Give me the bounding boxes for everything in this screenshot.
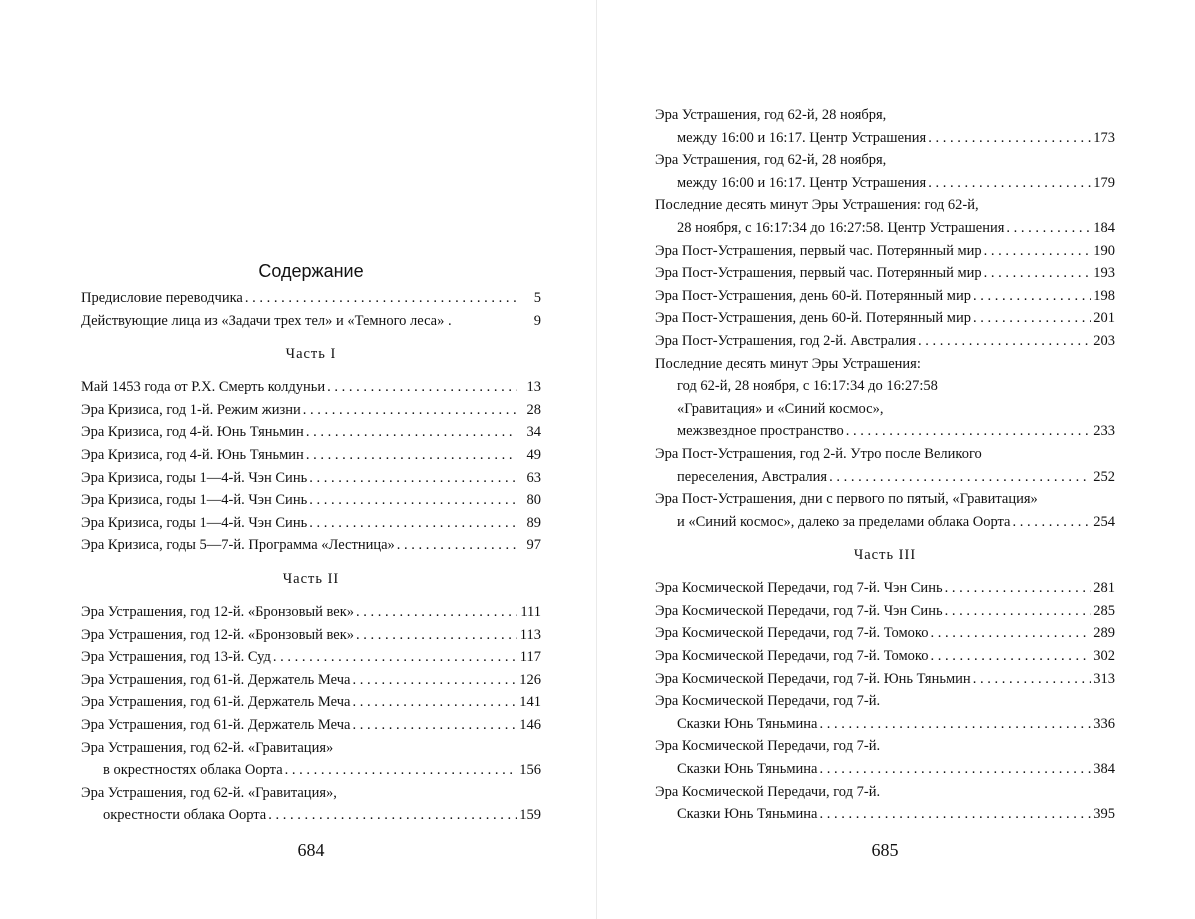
toc-heading: Содержание <box>258 261 364 281</box>
toc-entry[interactable]: Предисловие переводчика . . . 5 <box>81 287 541 310</box>
toc-entry[interactable]: Эра Космической Передачи, год 7-й. Томоко . . . 289 <box>655 622 1115 645</box>
toc-entry[interactable]: Эра Кризиса, годы 5—7-й. Программа «Лестница» . . . 97 <box>81 534 541 557</box>
toc-entry[interactable]: Эра Устрашения, год 62-й. «Гравитация», окрестности облака Оорта . . . 159 <box>81 782 541 827</box>
page-ref: 13 <box>526 379 541 396</box>
toc-entry[interactable]: Эра Космической Передачи, год 7-й. Юнь Тяньмин . . . 313 <box>655 668 1115 691</box>
page-ref: 173 <box>1093 129 1115 146</box>
page-ref: 201 <box>1093 310 1115 327</box>
page-ref: 9 <box>533 312 541 329</box>
toc-entry[interactable]: Эра Космической Передачи, год 7-й. Чэн Синь . . . 281 <box>655 577 1115 600</box>
toc-entry[interactable]: Последние десять минут Эры Устрашения: год 62-й, 28 ноября, с 16:17:34 до 16:27:58. Центр Устрашения . . . 184 <box>655 194 1115 239</box>
toc-entry[interactable]: Эра Космической Передачи, год 7-й. Сказки Юнь Тяньмина . . . 336 <box>655 690 1115 735</box>
page-number: 685 <box>871 840 899 860</box>
page-ref: 97 <box>526 537 541 554</box>
toc-entry[interactable]: Эра Пост-Устрашения, день 60-й. Потерянный мир . . . 198 <box>655 285 1115 308</box>
toc-entry[interactable]: Эра Устрашения, год 62-й. «Гравитация» в окрестностях облака Оорта . . . 156 <box>81 737 541 782</box>
toc-entry[interactable]: Последние десять минут Эры Устрашения: год 62-й, 28 ноября, с 16:17:34 до 16:27:58 «Гравитация» и «Синий космос», межзвездное пространство . . . 233 <box>655 353 1115 443</box>
page-ref: 146 <box>519 716 541 733</box>
part-title: Часть I <box>285 346 337 363</box>
page-ref: 179 <box>1093 174 1115 191</box>
part-title: Часть II <box>282 570 340 587</box>
toc-entry[interactable]: Эра Космической Передачи, год 7-й. Сказки Юнь Тяньмина . . . 384 <box>655 735 1115 780</box>
toc-entry[interactable]: Эра Пост-Устрашения, день 60-й. Потерянный мир . . . 201 <box>655 307 1115 330</box>
toc-entry[interactable]: Эра Устрашения, год 61-й. Держатель Меча . . . 146 <box>81 714 541 737</box>
page-ref: 203 <box>1093 332 1115 349</box>
toc-entry[interactable]: Эра Пост-Устрашения, первый час. Потерянный мир . . . 190 <box>655 240 1115 263</box>
toc-entry[interactable]: Эра Устрашения, год 61-й. Держатель Меча . . . 126 <box>81 669 541 692</box>
page-ref: 233 <box>1093 423 1115 440</box>
toc-entry[interactable]: Эра Кризиса, год 4-й. Юнь Тяньмин . . . 34 <box>81 421 541 444</box>
page-ref: 336 <box>1093 715 1115 732</box>
page-ref: 302 <box>1093 648 1115 665</box>
page-ref: 63 <box>526 469 541 486</box>
page-ref: 34 <box>526 424 541 441</box>
toc-entry[interactable]: Эра Устрашения, год 13-й. Суд . . . 117 <box>81 646 541 669</box>
page-ref: 190 <box>1093 242 1115 259</box>
toc-entry[interactable]: Эра Устрашения, год 61-й. Держатель Меча . . . 141 <box>81 691 541 714</box>
part-title: Часть III <box>853 547 917 564</box>
page-ref: 281 <box>1093 580 1115 597</box>
page-ref: 252 <box>1093 468 1115 485</box>
toc-entry[interactable]: Эра Кризиса, год 4-й. Юнь Тяньмин . . . 49 <box>81 444 541 467</box>
page-ref: 254 <box>1093 513 1115 530</box>
page-ref: 184 <box>1093 219 1115 236</box>
toc-entry[interactable]: Эра Устрашения, год 12-й. «Бронзовый век» . . . 113 <box>81 624 541 647</box>
toc-entry[interactable]: Май 1453 года от Р.Х. Смерть колдуньи . . . 13 <box>81 376 541 399</box>
page-ref: 141 <box>519 694 541 711</box>
page-ref: 384 <box>1093 761 1115 778</box>
toc-entry[interactable]: Эра Пост-Устрашения, год 2-й. Утро после Великого переселения, Австралия . . . 252 <box>655 443 1115 488</box>
toc-entry[interactable]: Эра Космической Передачи, год 7-й. Сказки Юнь Тяньмина . . . 395 <box>655 781 1115 826</box>
toc-part3 <box>655 577 1115 826</box>
left-toc-column <box>81 258 541 827</box>
toc-entry[interactable]: Эра Пост-Устрашения, год 2-й. Австралия . . . 203 <box>655 330 1115 353</box>
page-ref: 49 <box>526 446 541 463</box>
right-page <box>597 0 1195 919</box>
toc-entry[interactable]: Эра Пост-Устрашения, первый час. Потерянный мир . . . 193 <box>655 262 1115 285</box>
page-number: 684 <box>297 840 325 860</box>
page-ref: 113 <box>519 626 541 643</box>
page-ref: 89 <box>526 514 541 531</box>
right-toc-column <box>655 104 1115 826</box>
toc-entry[interactable]: Эра Космической Передачи, год 7-й. Томоко . . . 302 <box>655 645 1115 668</box>
toc-entry[interactable]: Эра Кризиса, годы 1—4-й. Чэн Синь . . . 80 <box>81 489 541 512</box>
toc-entry[interactable]: Эра Устрашения, год 62-й, 28 ноября, между 16:00 и 16:17. Центр Устрашения . . . 179 <box>655 149 1115 194</box>
page-ref: 80 <box>526 492 541 509</box>
page-ref: 193 <box>1093 265 1115 282</box>
page-ref: 111 <box>520 603 541 620</box>
toc-entry[interactable]: Эра Кризиса, годы 1—4-й. Чэн Синь . . . 63 <box>81 467 541 490</box>
toc-entry[interactable]: Эра Пост-Устрашения, дни с первого по пятый, «Гравитация» и «Синий космос», далеко за пределами облака Оорта . . . 254 <box>655 488 1115 533</box>
page-ref: 395 <box>1093 806 1115 823</box>
page-ref: 28 <box>526 401 541 418</box>
toc-entry[interactable]: Эра Устрашения, год 62-й, 28 ноября, между 16:00 и 16:17. Центр Устрашения . . . 173 <box>655 104 1115 149</box>
page-ref: 117 <box>519 649 541 666</box>
toc-part2-continued <box>655 104 1115 533</box>
toc-entry[interactable]: Эра Устрашения, год 12-й. «Бронзовый век» . . . 111 <box>81 601 541 624</box>
page-ref: 159 <box>519 807 541 824</box>
toc-entry[interactable]: Действующие лица из «Задачи трех тел» и «Темного леса» . 9 <box>81 310 541 333</box>
toc-entry[interactable]: Эра Кризиса, год 1-й. Режим жизни . . . 28 <box>81 399 541 422</box>
page-ref: 198 <box>1093 287 1115 304</box>
left-page <box>0 0 597 919</box>
page-ref: 5 <box>533 290 541 306</box>
page-ref: 289 <box>1093 625 1115 642</box>
page-ref: 126 <box>519 671 541 688</box>
page-ref: 285 <box>1093 602 1115 619</box>
toc-entry[interactable]: Эра Космической Передачи, год 7-й. Чэн Синь . . . 285 <box>655 600 1115 623</box>
toc-entry[interactable]: Эра Кризиса, годы 1—4-й. Чэн Синь . . . 89 <box>81 512 541 535</box>
page-ref: 313 <box>1093 670 1115 687</box>
page-ref: 156 <box>519 762 541 779</box>
